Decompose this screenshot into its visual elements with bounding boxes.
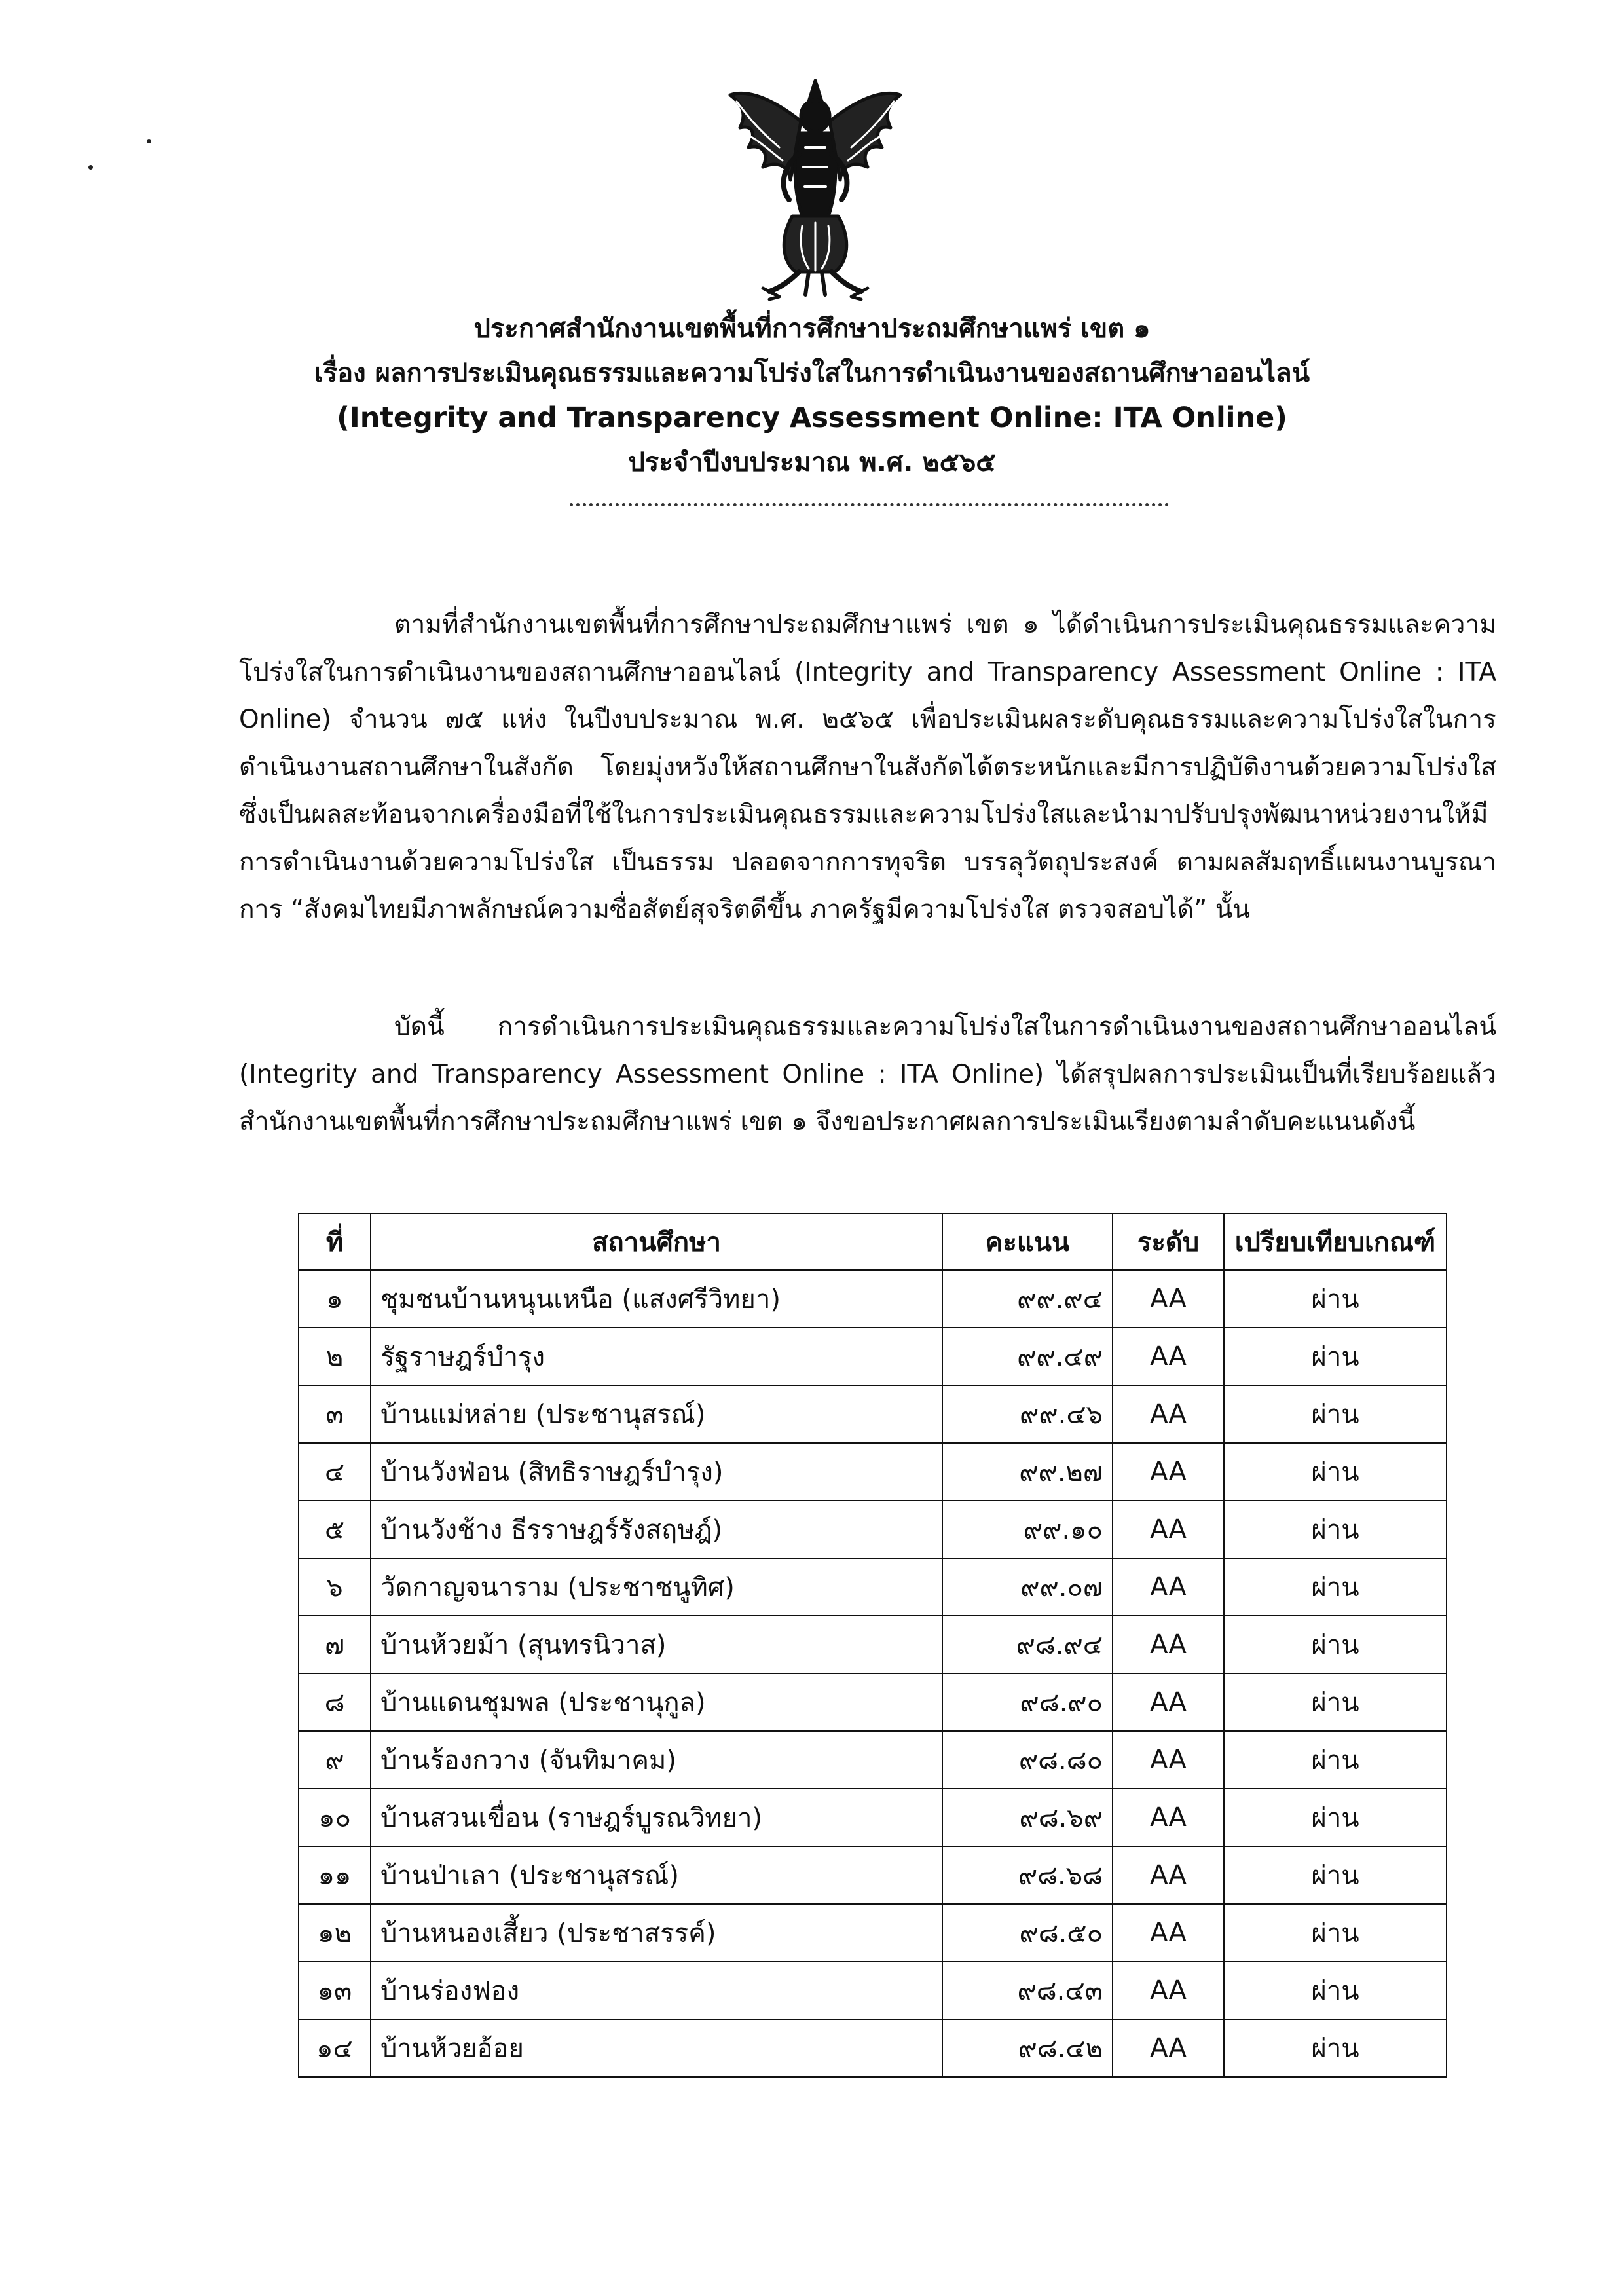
row-school-name: บ้านแดนชุมพล (ประชานุกูล) — [371, 1673, 942, 1731]
row-number: ๑๐ — [299, 1789, 371, 1846]
table-row — [299, 1385, 1447, 1443]
row-result: ผ่าน — [1224, 1904, 1447, 1962]
scan-speck — [147, 139, 151, 143]
row-number: ๗ — [299, 1616, 371, 1673]
row-score: ๙๘.๕๐ — [942, 1904, 1113, 1962]
row-school-name: วัดกาญจนาราม (ประชาชนูทิศ) — [371, 1558, 942, 1616]
row-level: AA — [1113, 2019, 1224, 2077]
row-result: ผ่าน — [1224, 1673, 1447, 1731]
row-number: ๑๓ — [299, 1962, 371, 2019]
row-score: ๙๙.๔๙ — [942, 1328, 1113, 1385]
row-result: ผ่าน — [1224, 1731, 1447, 1789]
row-school-name: บ้านป่าเลา (ประชานุสรณ์) — [371, 1846, 942, 1904]
row-level: AA — [1113, 1270, 1224, 1328]
table-row — [299, 1443, 1447, 1501]
row-school-name: บ้านร่องฟอง — [371, 1962, 942, 2019]
row-level: AA — [1113, 1904, 1224, 1962]
row-number: ๙ — [299, 1731, 371, 1789]
row-score: ๙๙.๙๔ — [942, 1270, 1113, 1328]
table-row — [299, 1328, 1447, 1385]
row-number: ๓ — [299, 1385, 371, 1443]
header-result: เปรียบเทียบเกณฑ์ — [1224, 1214, 1447, 1270]
announcement-title: ประกาศสำนักงานเขตพื้นที่การศึกษาประถมศึกษาแพร่ เขต ๑ — [473, 314, 1151, 344]
header-school: สถานศึกษา — [371, 1214, 942, 1270]
row-result: ผ่าน — [1224, 1962, 1447, 2019]
announcement-subject: เรื่อง ผลการประเมินคุณธรรมและความโปร่งใสในการดำเนินงานของสถานศึกษาออนไลน์ — [314, 358, 1310, 388]
row-result: ผ่าน — [1224, 1616, 1447, 1673]
row-level: AA — [1113, 1558, 1224, 1616]
table-row — [299, 1904, 1447, 1962]
row-level: AA — [1113, 1501, 1224, 1558]
row-level: AA — [1113, 1328, 1224, 1385]
row-school-name: บ้านวังช้าง ธีรราษฎร์รังสฤษฎ์) — [371, 1501, 942, 1558]
row-number: ๔ — [299, 1443, 371, 1501]
row-level: AA — [1113, 1962, 1224, 2019]
body-paragraph-1: ตามที่สำนักงานเขตพื้นที่การศึกษาประถมศึกษาแพร่ เขต ๑ ได้ดำเนินการประเมินคุณธรรมและความโปร่งใสในการดำเนินงานของสถานศึกษาออนไลน์ (Integrity and Transparency Assessment Online : ITA Online) จำนวน ๗๕ แห่ง ในปีงบประมาณ พ.ศ. ๒๕๖๕ เพื่อประเมินผลระดับคุณธรรมและความโปร่งใสในการดำเนินงานสถานศึกษาในสังกัด โดยมุ่งหวังให้สถานศึกษาในสังกัดได้ตระหนักและมีการปฏิบัติงานด้วยความโปร่งใส ซึ่งเป็นผลสะท้อนจากเครื่องมือที่ใช้ในการประเมินคุณธรรมและความโปร่งใสและนำมาปรับปรุงพัฒนาหน่วยงานให้มีการดำเนินงานด้วยความโปร่งใส เป็นธรรม ปลอดจากการทุจริต บรรลุวัตถุประสงค์ ตามผลสัมฤทธิ์แผนงานบูรณาการ “สังคมไทยมีภาพลักษณ์ความซื่อสัตย์สุจริตดีขึ้น ภาครัฐมีความโปร่งใส ตรวจสอบได้” นั้น — [239, 610, 1496, 924]
row-number: ๖ — [299, 1558, 371, 1616]
row-number: ๕ — [299, 1501, 371, 1558]
row-number: ๑๒ — [299, 1904, 371, 1962]
row-number: ๑๑ — [299, 1846, 371, 1904]
table-row — [299, 1270, 1447, 1328]
row-result: ผ่าน — [1224, 1846, 1447, 1904]
row-result: ผ่าน — [1224, 1270, 1447, 1328]
table-row — [299, 1731, 1447, 1789]
row-score: ๙๘.๔๒ — [942, 2019, 1113, 2077]
row-result: ผ่าน — [1224, 1328, 1447, 1385]
row-school-name: บ้านห้วยม้า (สุนทรนิวาส) — [371, 1616, 942, 1673]
row-score: ๙๙.๒๗ — [942, 1443, 1113, 1501]
garuda-emblem-icon — [717, 75, 913, 301]
row-number: ๑๔ — [299, 2019, 371, 2077]
table-row — [299, 1962, 1447, 2019]
table-header-row — [299, 1214, 1447, 1270]
row-level: AA — [1113, 1846, 1224, 1904]
row-level: AA — [1113, 1616, 1224, 1673]
row-result: ผ่าน — [1224, 1443, 1447, 1501]
row-result: ผ่าน — [1224, 1789, 1447, 1846]
row-score: ๙๘.๙๐ — [942, 1673, 1113, 1731]
row-level: AA — [1113, 1789, 1224, 1846]
row-school-name: บ้านสวนเขื่อน (ราษฎร์บูรณวิทยา) — [371, 1789, 942, 1846]
row-school-name: บ้านวังฟ่อน (สิทธิราษฎร์บำรุง) — [371, 1443, 942, 1501]
row-result: ผ่าน — [1224, 1385, 1447, 1443]
row-score: ๙๙.๑๐ — [942, 1501, 1113, 1558]
table-row — [299, 1789, 1447, 1846]
table-row — [299, 1673, 1447, 1731]
header-score: คะแนน — [942, 1214, 1113, 1270]
row-score: ๙๘.๘๐ — [942, 1731, 1113, 1789]
row-number: ๘ — [299, 1673, 371, 1731]
row-school-name: บ้านหนองเสี้ยว (ประชาสรรค์) — [371, 1904, 942, 1962]
row-school-name: บ้านร้องกวาง (จันทิมาคม) — [371, 1731, 942, 1789]
scan-speck — [88, 165, 93, 170]
dotted-divider — [570, 503, 1169, 506]
row-result: ผ่าน — [1224, 1558, 1447, 1616]
row-score: ๙๙.๔๖ — [942, 1385, 1113, 1443]
row-school-name: บ้านแม่หล่าย (ประชานุสรณ์) — [371, 1385, 942, 1443]
row-level: AA — [1113, 1731, 1224, 1789]
table-row — [299, 1501, 1447, 1558]
row-score: ๙๘.๙๔ — [942, 1616, 1113, 1673]
row-score: ๙๘.๖๘ — [942, 1846, 1113, 1904]
table-row — [299, 1616, 1447, 1673]
row-school-name: บ้านห้วยอ้อย — [371, 2019, 942, 2077]
row-level: AA — [1113, 1673, 1224, 1731]
table-row — [299, 1558, 1447, 1616]
header-no: ที่ — [299, 1214, 371, 1270]
row-level: AA — [1113, 1385, 1224, 1443]
announcement-subject-english: (Integrity and Transparency Assessment Online: ITA Online) — [337, 401, 1287, 434]
row-level: AA — [1113, 1443, 1224, 1501]
row-score: ๙๘.๔๓ — [942, 1962, 1113, 2019]
row-number: ๒ — [299, 1328, 371, 1385]
header-level: ระดับ — [1113, 1214, 1224, 1270]
row-score: ๙๘.๖๙ — [942, 1789, 1113, 1846]
row-score: ๙๙.๐๗ — [942, 1558, 1113, 1616]
row-school-name: รัฐราษฎร์บำรุง — [371, 1328, 942, 1385]
body-paragraph-2: บัดนี้ การดำเนินการประเมินคุณธรรมและความโปร่งใสในการดำเนินงานของสถานศึกษาออนไลน์ (Integrity and Transparency Assessment Online : ITA Online) ได้สรุปผลการประเมินเป็นที่เรียบร้อยแล้ว สำนักงานเขตพื้นที่การศึกษาประถมศึกษาแพร่ เขต ๑ จึงขอประกาศผลการประเมินเรียงตามลำดับคะแนนดังนี้ — [239, 1012, 1496, 1136]
row-number: ๑ — [299, 1270, 371, 1328]
fiscal-year-line: ประจำปีงบประมาณ พ.ศ. ๒๕๖๕ — [628, 447, 996, 477]
table-row — [299, 1846, 1447, 1904]
row-result: ผ่าน — [1224, 2019, 1447, 2077]
row-school-name: ชุมชนบ้านหนุนเหนือ (แสงศรีวิทยา) — [371, 1270, 942, 1328]
results-table — [298, 1213, 1447, 2078]
row-result: ผ่าน — [1224, 1501, 1447, 1558]
table-row — [299, 2019, 1447, 2077]
